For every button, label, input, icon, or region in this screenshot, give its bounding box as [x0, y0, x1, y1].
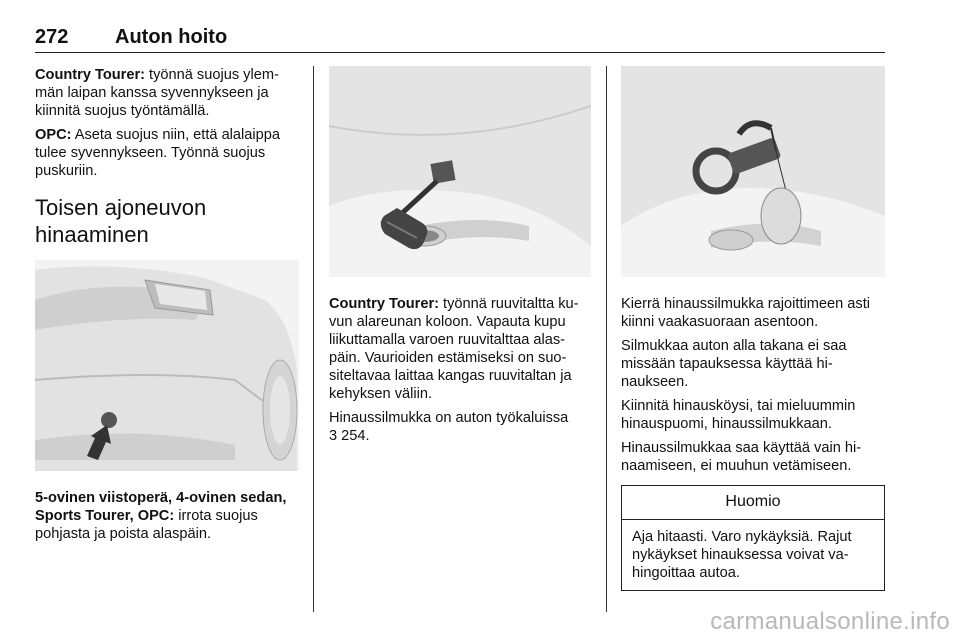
section-title: Toisen ajoneuvon hinaaminen	[35, 195, 207, 247]
page-reference: 3 254.	[329, 428, 370, 444]
page-number: 272	[35, 26, 69, 48]
paragraph: Country Tourer: työnnä ruuvitaltta ku-vun alareunan koloon. Vapauta kupu liikuttamalla varoen ruuvitalttaa alas-päin. Vaurioiden estämiseksi on suo-siteltavaa laittaa kangas ruuvitaltan ja kehyksen väliin.	[329, 296, 579, 402]
watermark: carmanualsonline.info	[710, 608, 950, 635]
column-2	[329, 66, 593, 451]
caution-title: Huomio	[622, 486, 884, 520]
paragraph: Hinaussilmukka on auton työkaluissa 3 254.	[329, 410, 569, 444]
caution-text: Aja hitaasti. Varo nykäyksiä. Rajut nykäykset hinauksessa voivat va-hingoittaa autoa.	[632, 529, 852, 581]
paragraph: Kierrä hinaussilmukka rajoittimeen asti kiinni vaakasuoraan asentoon.	[621, 296, 871, 330]
paragraph: Hinaussilmukkaa saa käyttää vain hi-naamiseen, ei muuhun vetämiseen.	[621, 440, 862, 474]
column-divider	[313, 66, 314, 612]
chapter-title: Auton hoito	[115, 26, 228, 48]
page-header	[35, 24, 885, 53]
paragraph: Silmukkaa auton alla takana ei saa missään tapauksessa käyttää hi-naukseen.	[621, 338, 847, 390]
paragraph: Kiinnitä hinausköysi, tai mieluummin hinauspuomi, hinaussilmukkaan.	[621, 398, 856, 432]
screwdriver-illustration	[329, 66, 591, 277]
paragraph: OPC: Aseta suojus niin, että alalaippa tulee syvennykseen. Työnnä suojus puskuriin.	[35, 127, 280, 179]
column-3	[621, 66, 885, 591]
paragraph: Country Tourer: työnnä suojus ylem-män laipan kanssa syvennykseen ja kiinnitä suojus työntämällä.	[35, 67, 279, 119]
towing-eye-illustration	[621, 66, 885, 277]
column-divider	[606, 66, 607, 612]
column-1	[35, 66, 301, 549]
rear-bumper-illustration	[35, 260, 299, 471]
figure-towing-eye	[621, 66, 885, 277]
caution-box	[621, 485, 885, 591]
figure-screwdriver-cap	[329, 66, 591, 277]
figure-rear-bumper	[35, 260, 299, 471]
figure-caption: 5-ovinen viistoperä, 4-ovinen sedan, Sports Tourer, OPC: irrota suojus pohjasta ja poista alaspäin.	[35, 490, 287, 542]
